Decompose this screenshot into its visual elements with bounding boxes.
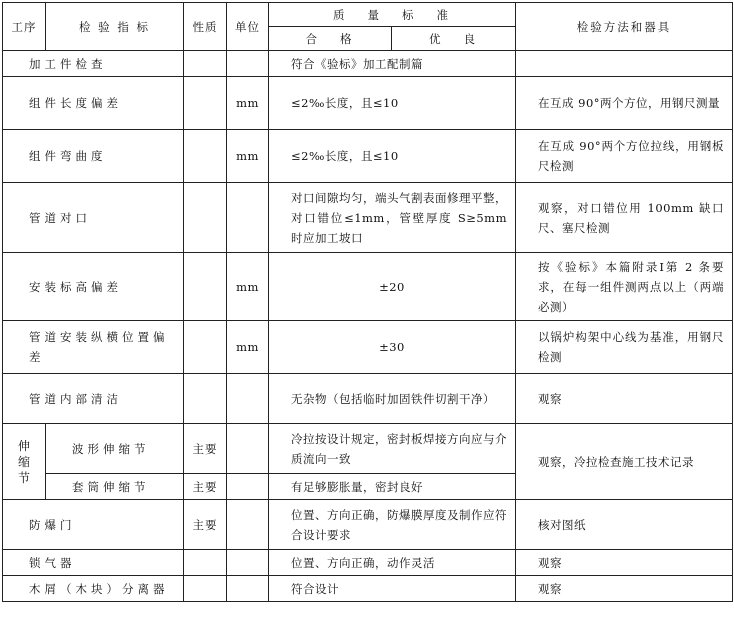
header-unit: 单位	[227, 3, 269, 51]
row-nature	[184, 130, 227, 183]
row-nature: 主要	[184, 424, 227, 474]
table-row	[3, 51, 733, 77]
row-standard: 位置、方向正确，动作灵活	[269, 550, 516, 576]
row-method: 观察，对口错位用 100mm 缺口尺、塞尺检测	[516, 183, 733, 253]
header-row-1	[3, 3, 733, 27]
row-unit	[227, 500, 269, 550]
row-name: 管道对口	[3, 183, 184, 253]
row-standard: 有足够膨胀量，密封良好	[269, 474, 516, 500]
table-row	[3, 550, 733, 576]
row-name: 波形伸缩节	[46, 424, 184, 474]
row-name: 管道安装纵横位置偏差	[3, 321, 184, 374]
header-process: 工序	[3, 3, 46, 51]
row-nature	[184, 374, 227, 424]
row-method: 以锅炉构架中心线为基准，用钢尺检测	[516, 321, 733, 374]
row-unit	[227, 550, 269, 576]
row-unit	[227, 51, 269, 77]
row-method: 在互成 90°两个方位拉线，用钢板尺检测	[516, 130, 733, 183]
inspection-table	[2, 2, 733, 602]
row-nature	[184, 576, 227, 602]
row-name: 管道内部清洁	[3, 374, 184, 424]
row-nature	[184, 550, 227, 576]
row-method: 按《验标》本篇附录Ⅰ第 2 条要求，在每一组件测两点以上（两端必测）	[516, 253, 733, 321]
row-standard: 符合《验标》加工配制篇	[269, 51, 516, 77]
row-unit	[227, 576, 269, 602]
header-nature: 性质	[184, 3, 227, 51]
row-standard: ≤2‰长度，且≤10	[269, 77, 516, 130]
row-nature: 主要	[184, 474, 227, 500]
row-unit: mm	[227, 253, 269, 321]
row-method: 观察	[516, 550, 733, 576]
row-method: 观察	[516, 576, 733, 602]
table-row	[3, 576, 733, 602]
row-nature	[184, 321, 227, 374]
row-unit	[227, 424, 269, 474]
row-name: 组件弯曲度	[3, 130, 184, 183]
header-method: 检验方法和器具	[516, 3, 733, 51]
row-unit: mm	[227, 130, 269, 183]
row-standard: ≤2‰长度，且≤10	[269, 130, 516, 183]
header-index: 检 验 指 标	[46, 3, 184, 51]
row-name: 加工件检查	[3, 51, 184, 77]
row-unit	[227, 374, 269, 424]
expansion-group-text: 伸缩节	[17, 438, 30, 485]
table-row	[3, 374, 733, 424]
row-nature	[184, 77, 227, 130]
row-unit	[227, 183, 269, 253]
row-name: 安装标高偏差	[3, 253, 184, 321]
row-name: 锁气器	[3, 550, 184, 576]
header-quality-standard: 质 量 标 准	[269, 3, 516, 27]
row-standard: 冷拉按设计规定，密封板焊接方向应与介质流向一致	[269, 424, 516, 474]
row-method: 在互成 90°两个方位，用钢尺测量	[516, 77, 733, 130]
row-unit	[227, 474, 269, 500]
row-unit: mm	[227, 77, 269, 130]
table-row	[3, 424, 733, 474]
expansion-group-label	[3, 424, 46, 500]
row-standard: ±20	[269, 253, 516, 321]
row-standard: 位置、方向正确，防爆膜厚度及制作应符合设计要求	[269, 500, 516, 550]
table-row	[3, 130, 733, 183]
table-row	[3, 253, 733, 321]
row-method	[516, 51, 733, 77]
table-row	[3, 500, 733, 550]
row-name: 木屑（木块）分离器	[3, 576, 184, 602]
row-standard: 对口间隙均匀，端头气割表面修理平整，对口错位≤1mm，管壁厚度 S≥5mm 时应加工坡口	[269, 183, 516, 253]
row-standard: 符合设计	[269, 576, 516, 602]
row-nature	[184, 183, 227, 253]
table-row	[3, 183, 733, 253]
table-row	[3, 77, 733, 130]
header-qualified: 合 格	[269, 27, 392, 51]
row-name: 组件长度偏差	[3, 77, 184, 130]
row-nature: 主要	[184, 500, 227, 550]
row-name: 防爆门	[3, 500, 184, 550]
row-method: 核对图纸	[516, 500, 733, 550]
row-method: 观察	[516, 374, 733, 424]
row-unit: mm	[227, 321, 269, 374]
row-standard: ±30	[269, 321, 516, 374]
row-name: 套筒伸缩节	[46, 474, 184, 500]
row-nature	[184, 253, 227, 321]
header-excellent: 优 良	[392, 27, 516, 51]
table-row	[3, 321, 733, 374]
row-nature	[184, 51, 227, 77]
row-standard: 无杂物（包括临时加固铁件切割干净）	[269, 374, 516, 424]
expansion-method: 观察，冷拉检查施工技术记录	[516, 424, 733, 500]
